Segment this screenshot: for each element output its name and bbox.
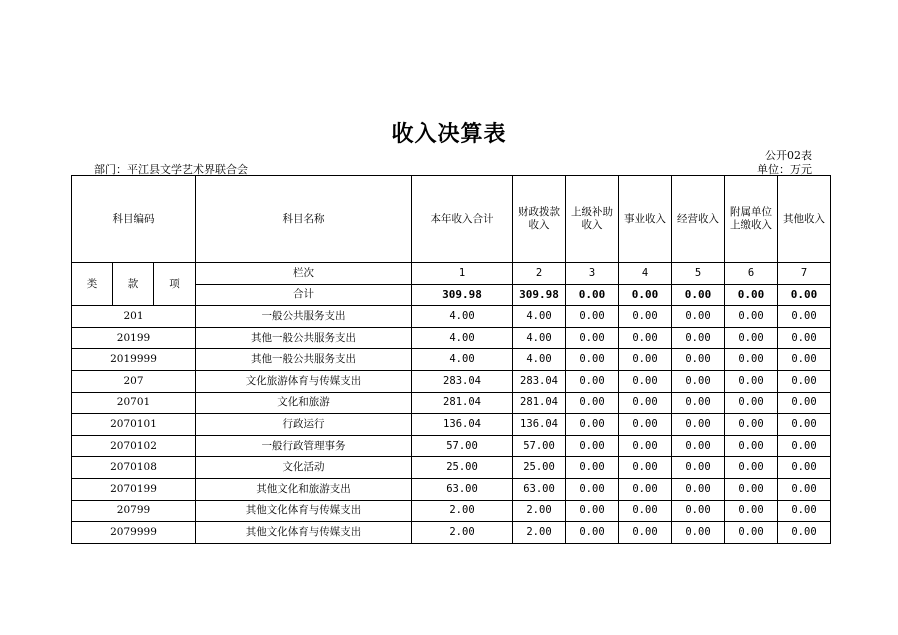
row-value: 0.00	[778, 478, 831, 500]
header-upper-line2: 收入	[581, 219, 603, 231]
row-value: 4.00	[513, 349, 566, 371]
subheader-lanci: 栏次	[196, 263, 412, 285]
row-value: 0.00	[725, 500, 778, 522]
row-value: 63.00	[513, 478, 566, 500]
row-value: 0.00	[566, 435, 619, 457]
header-operating: 经营收入	[672, 176, 725, 263]
row-value: 0.00	[778, 392, 831, 414]
header-other: 其他收入	[778, 176, 831, 263]
row-name: 其他一般公共服务支出	[196, 327, 412, 349]
row-code: 2070102	[72, 435, 196, 457]
row-value: 2.00	[513, 500, 566, 522]
department-label: 部门：平江县文学艺术界联合会	[94, 163, 248, 176]
row-value: 2.00	[412, 500, 513, 522]
row-value: 0.00	[725, 457, 778, 479]
row-value: 0.00	[778, 500, 831, 522]
table-row	[72, 478, 831, 500]
row-value: 0.00	[566, 414, 619, 436]
row-value: 0.00	[619, 349, 672, 371]
row-name: 文化旅游体育与传媒支出	[196, 370, 412, 392]
column-number: 6	[725, 263, 778, 285]
row-value: 0.00	[672, 522, 725, 544]
row-value: 2.00	[513, 522, 566, 544]
total-value: 0.00	[566, 284, 619, 306]
total-value: 309.98	[412, 284, 513, 306]
row-value: 4.00	[412, 327, 513, 349]
total-value: 309.98	[513, 284, 566, 306]
income-table	[71, 175, 831, 544]
row-value: 0.00	[619, 327, 672, 349]
column-number: 5	[672, 263, 725, 285]
row-value: 0.00	[672, 414, 725, 436]
row-value: 0.00	[672, 370, 725, 392]
table-row	[72, 457, 831, 479]
header-row	[72, 176, 831, 263]
row-value: 0.00	[725, 522, 778, 544]
row-code: 20701	[72, 392, 196, 414]
row-value: 0.00	[566, 349, 619, 371]
header-fiscal	[513, 176, 566, 263]
table-row	[72, 414, 831, 436]
table-row	[72, 435, 831, 457]
row-value: 0.00	[725, 306, 778, 328]
row-code: 2070199	[72, 478, 196, 500]
row-value: 0.00	[778, 522, 831, 544]
row-value: 0.00	[778, 349, 831, 371]
row-value: 0.00	[619, 370, 672, 392]
row-value: 0.00	[778, 306, 831, 328]
row-value: 0.00	[672, 500, 725, 522]
header-fiscal-line2: 收入	[528, 219, 550, 231]
row-value: 0.00	[672, 435, 725, 457]
row-value: 136.04	[412, 414, 513, 436]
row-value: 0.00	[566, 370, 619, 392]
row-value: 0.00	[566, 478, 619, 500]
table-row	[72, 306, 831, 328]
row-value: 57.00	[412, 435, 513, 457]
table-row	[72, 522, 831, 544]
row-value: 0.00	[725, 392, 778, 414]
row-value: 0.00	[619, 457, 672, 479]
row-value: 0.00	[619, 306, 672, 328]
row-value: 0.00	[672, 349, 725, 371]
header-total: 本年收入合计	[412, 176, 513, 263]
row-value: 0.00	[619, 522, 672, 544]
subheader-xiang: 项	[154, 263, 196, 306]
row-code: 2070101	[72, 414, 196, 436]
row-code: 20199	[72, 327, 196, 349]
column-number: 4	[619, 263, 672, 285]
row-value: 0.00	[725, 478, 778, 500]
row-code: 20799	[72, 500, 196, 522]
row-code: 2019999	[72, 349, 196, 371]
row-value: 4.00	[412, 306, 513, 328]
row-value: 283.04	[412, 370, 513, 392]
table-row	[72, 392, 831, 414]
header-fiscal-line1: 财政拨款	[518, 206, 561, 218]
row-name: 其他一般公共服务支出	[196, 349, 412, 371]
row-value: 0.00	[619, 478, 672, 500]
row-name: 文化活动	[196, 457, 412, 479]
row-code: 201	[72, 306, 196, 328]
row-name: 一般公共服务支出	[196, 306, 412, 328]
row-value: 0.00	[778, 414, 831, 436]
row-value: 0.00	[672, 478, 725, 500]
row-value: 0.00	[778, 327, 831, 349]
row-value: 0.00	[619, 414, 672, 436]
row-value: 0.00	[566, 306, 619, 328]
row-value: 281.04	[513, 392, 566, 414]
row-value: 0.00	[566, 522, 619, 544]
row-value: 0.00	[725, 370, 778, 392]
unit-label: 单位：万元	[757, 163, 812, 176]
row-name: 其他文化体育与传媒支出	[196, 522, 412, 544]
row-value: 4.00	[513, 306, 566, 328]
header-affiliated-line2: 上缴收入	[730, 219, 773, 231]
table-row	[72, 500, 831, 522]
header-business: 事业收入	[619, 176, 672, 263]
row-code: 2070108	[72, 457, 196, 479]
row-value: 57.00	[513, 435, 566, 457]
row-value: 0.00	[725, 327, 778, 349]
row-value: 2.00	[412, 522, 513, 544]
row-name: 文化和旅游	[196, 392, 412, 414]
total-value: 0.00	[778, 284, 831, 306]
header-code: 科目编码	[72, 176, 196, 263]
table-row	[72, 327, 831, 349]
row-value: 0.00	[778, 370, 831, 392]
subheader-kuan: 款	[113, 263, 154, 306]
column-number-row	[72, 263, 831, 285]
row-value: 283.04	[513, 370, 566, 392]
row-value: 0.00	[725, 349, 778, 371]
row-value: 0.00	[566, 500, 619, 522]
total-value: 0.00	[725, 284, 778, 306]
row-value: 0.00	[672, 327, 725, 349]
row-value: 0.00	[566, 327, 619, 349]
row-value: 0.00	[725, 414, 778, 436]
total-value: 0.00	[619, 284, 672, 306]
header-upper-line1: 上级补助	[571, 206, 614, 218]
total-label: 合计	[196, 284, 412, 306]
row-value: 0.00	[619, 435, 672, 457]
column-number: 2	[513, 263, 566, 285]
header-upper	[566, 176, 619, 263]
row-code: 2079999	[72, 522, 196, 544]
row-name: 一般行政管理事务	[196, 435, 412, 457]
row-name: 行政运行	[196, 414, 412, 436]
row-name: 其他文化体育与传媒支出	[196, 500, 412, 522]
header-affiliated	[725, 176, 778, 263]
row-value: 0.00	[725, 435, 778, 457]
row-value: 63.00	[412, 478, 513, 500]
row-value: 0.00	[672, 306, 725, 328]
row-value: 0.00	[566, 392, 619, 414]
form-number: 公开02表	[765, 149, 812, 162]
column-number: 7	[778, 263, 831, 285]
subheader-lei: 类	[72, 263, 113, 306]
page-title: 收入决算表	[391, 122, 507, 147]
row-value: 25.00	[513, 457, 566, 479]
row-value: 0.00	[672, 392, 725, 414]
total-value: 0.00	[672, 284, 725, 306]
row-value: 0.00	[566, 457, 619, 479]
row-value: 281.04	[412, 392, 513, 414]
column-number: 1	[412, 263, 513, 285]
header-name: 科目名称	[196, 176, 412, 263]
header-affiliated-line1: 附属单位	[730, 206, 773, 218]
row-name: 其他文化和旅游支出	[196, 478, 412, 500]
row-value: 136.04	[513, 414, 566, 436]
row-value: 4.00	[412, 349, 513, 371]
row-code: 207	[72, 370, 196, 392]
column-number: 3	[566, 263, 619, 285]
table-row	[72, 370, 831, 392]
row-value: 0.00	[619, 500, 672, 522]
row-value: 0.00	[619, 392, 672, 414]
row-value: 4.00	[513, 327, 566, 349]
row-value: 25.00	[412, 457, 513, 479]
table-row	[72, 349, 831, 371]
row-value: 0.00	[778, 435, 831, 457]
row-value: 0.00	[778, 457, 831, 479]
row-value: 0.00	[672, 457, 725, 479]
